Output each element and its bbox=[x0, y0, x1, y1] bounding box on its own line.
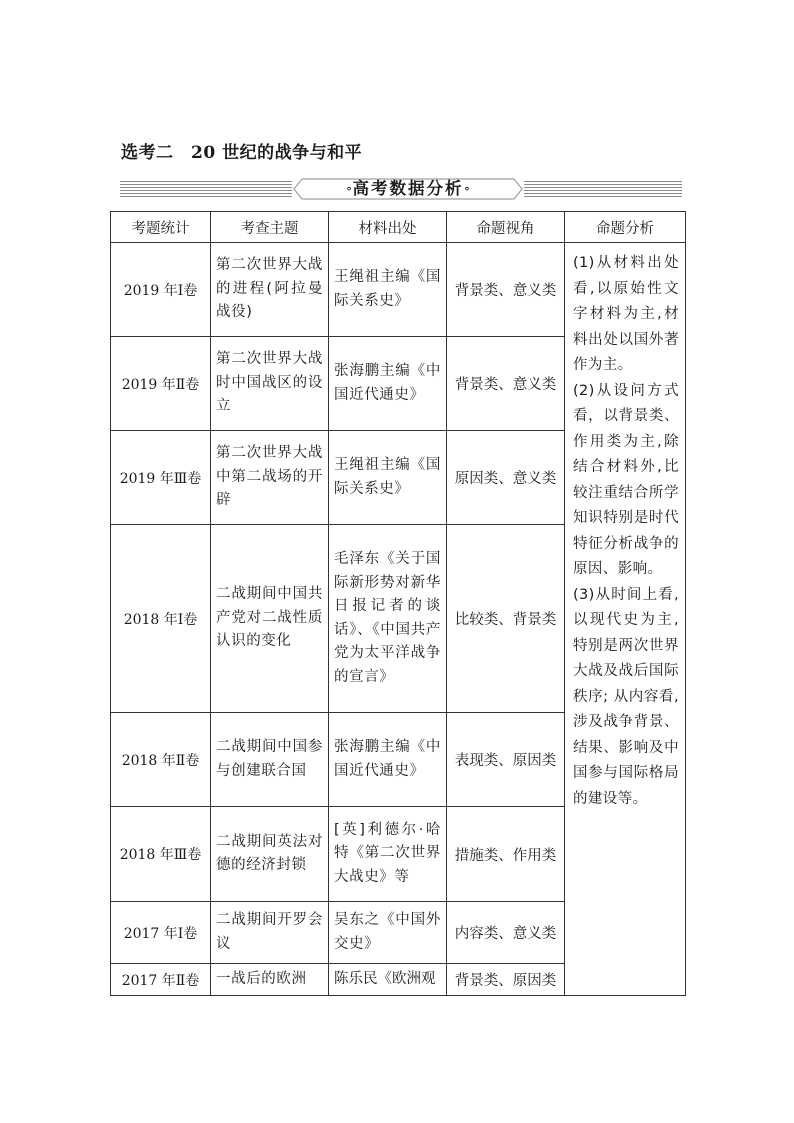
page-title: 选考二 20 世纪的战争与和平 bbox=[121, 143, 363, 163]
cell-angle: 内容类、意义类 bbox=[447, 902, 565, 964]
cell-topic: 二战期间开罗会议 bbox=[211, 902, 329, 964]
cell-year: 2018 年Ⅲ卷 bbox=[111, 807, 211, 902]
cell-year: 2019 年Ⅱ卷 bbox=[111, 337, 211, 431]
cell-angle: 表现类、原因类 bbox=[447, 713, 565, 807]
cell-year: 2018 年Ⅰ卷 bbox=[111, 525, 211, 713]
banner-dot-right: ∘ bbox=[463, 182, 471, 195]
cell-year: 2017 年Ⅱ卷 bbox=[111, 964, 211, 996]
cell-topic: 二战期间中国参与创建联合国 bbox=[211, 713, 329, 807]
table-row bbox=[111, 243, 686, 337]
cell-topic: 第二次世界大战中第二战场的开辟 bbox=[211, 431, 329, 525]
banner-dot-left: ∘ bbox=[345, 182, 353, 195]
cell-year: 2019 年Ⅲ卷 bbox=[111, 431, 211, 525]
cell-source: 王绳祖主编《国际关系史》 bbox=[329, 243, 447, 337]
cell-source: 陈乐民《欧洲观 bbox=[329, 964, 447, 996]
cell-angle: 背景类、原因类 bbox=[447, 964, 565, 996]
cell-topic: 一战后的欧洲 bbox=[211, 964, 329, 996]
cell-source: 毛泽东《关于国际新形势对新华日报记者的谈话》、《中国共产党为太平洋战争的宣言》 bbox=[329, 525, 447, 713]
cell-source: [英]利德尔·哈特《第二次世界大战史》等 bbox=[329, 807, 447, 902]
analysis-point-2: (2)从设问方式看，以背景类、作用类为主,除结合材料外,比较注重结合所学知识特别是时代特征分析战争的原因、影响。 bbox=[573, 382, 679, 577]
table-header-row bbox=[111, 212, 686, 243]
header-topic: 考查主题 bbox=[211, 212, 329, 243]
cell-source: 吴东之《中国外交史》 bbox=[329, 902, 447, 964]
cell-topic: 第二次世界大战的进程(阿拉曼战役) bbox=[211, 243, 329, 337]
section-banner bbox=[120, 177, 682, 201]
header-source: 材料出处 bbox=[329, 212, 447, 243]
cell-angle: 背景类、意义类 bbox=[447, 337, 565, 431]
banner-label-box bbox=[292, 177, 524, 201]
cell-source: 王绳祖主编《国际关系史》 bbox=[329, 431, 447, 525]
banner-label bbox=[292, 177, 524, 201]
header-analysis: 命题分析 bbox=[565, 212, 686, 243]
cell-angle: 原因类、意义类 bbox=[447, 431, 565, 525]
cell-analysis bbox=[565, 243, 686, 996]
cell-source: 张海鹏主编《中国近代通史》 bbox=[329, 713, 447, 807]
cell-source: 张海鹏主编《中国近代通史》 bbox=[329, 337, 447, 431]
cell-year: 2019 年Ⅰ卷 bbox=[111, 243, 211, 337]
header-year: 考题统计 bbox=[111, 212, 211, 243]
cell-topic: 二战期间中国共产党对二战性质认识的变化 bbox=[211, 525, 329, 713]
cell-year: 2017 年Ⅰ卷 bbox=[111, 902, 211, 964]
banner-stripes-right bbox=[504, 181, 682, 197]
cell-topic: 二战期间英法对德的经济封锁 bbox=[211, 807, 329, 902]
analysis-point-1: (1)从材料出处看,以原始性文字材料为主,材料出处以国外著作为主。 bbox=[573, 255, 679, 373]
cell-angle: 比较类、背景类 bbox=[447, 525, 565, 713]
cell-year: 2018 年Ⅱ卷 bbox=[111, 713, 211, 807]
analysis-point-3: (3)从时间上看,以现代史为主,特别是两次世界大战及战后国际秩序; 从内容看,涉及战争背景、结果、影响及中国参与国际格局的建设等。 bbox=[573, 586, 679, 807]
banner-stripes-left bbox=[120, 181, 310, 197]
exam-data-table bbox=[110, 211, 686, 996]
cell-angle: 背景类、意义类 bbox=[447, 243, 565, 337]
cell-angle: 措施类、作用类 bbox=[447, 807, 565, 902]
cell-topic: 第二次世界大战时中国战区的设立 bbox=[211, 337, 329, 431]
header-angle: 命题视角 bbox=[447, 212, 565, 243]
banner-title: 高考数据分析 bbox=[352, 179, 464, 198]
